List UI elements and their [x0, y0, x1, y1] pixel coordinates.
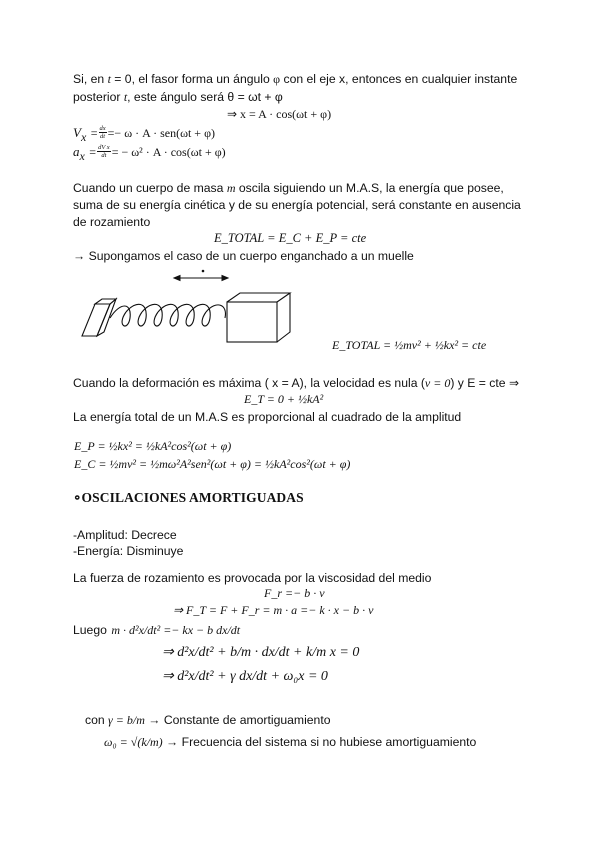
proportional-text: La energía total de un M.A.S es proporcional al cuadrado de la amplitud — [73, 410, 462, 424]
math-sub: x — [80, 130, 87, 145]
math-t: t — [107, 72, 111, 86]
math-t: t — [123, 90, 128, 104]
math-a: a — [73, 144, 80, 159]
frac-num: dV x — [98, 144, 110, 152]
equation-ep: E_P = ½kx² = ½kA²cos²(ωt + φ) — [74, 439, 232, 453]
phasor-line-2 — [73, 89, 283, 105]
equation-diff-1: ⇒ d²x/dt² + b/m · dx/dt + k/m x = 0 — [162, 645, 360, 660]
text: posterior — [73, 90, 124, 104]
spring-figure — [70, 266, 300, 357]
math-gamma: γ = b/m — [108, 713, 145, 727]
text: , el fasor forma un ángulo — [131, 72, 274, 86]
math-V: V — [73, 125, 81, 140]
math-luego: m · d²x/dt² =− kx − b dx/dt — [111, 623, 241, 637]
text: con — [85, 713, 109, 727]
equation-x: ⇒ x = A · cos(ωt + φ) — [227, 107, 332, 121]
math-sub: x — [79, 149, 85, 164]
math-rhs: =− ω · A · sen(ωt + φ) — [107, 126, 215, 140]
mass-block — [227, 293, 290, 342]
text: oscila siguiendo un M.A.S, la energía que posee, — [235, 181, 504, 195]
frac-den: dt — [101, 152, 107, 160]
energy-line-2: suma de su energía cinética y de su energía potencial, será constante en ausencia — [73, 198, 521, 212]
math-omega: ω₀ = √(k/m) — [104, 735, 163, 749]
math-etotal: E_TOTAL = E_C + E_P = cte — [214, 231, 367, 245]
text: Cuando un cuerpo de masa — [73, 181, 227, 195]
figure-energy-formula: E_TOTAL = ½mv² + ½kx² = cte — [332, 338, 487, 352]
math-rhs: = − ω² · A · cos(ωt + φ) — [111, 145, 226, 159]
equation-ft: ⇒ F_T = F + F_r = m · a =− k · x − b · v — [173, 603, 374, 617]
math-m: m — [226, 181, 236, 195]
omega-line — [104, 734, 476, 750]
displacement-arrow — [174, 270, 228, 280]
spring-coils — [110, 304, 225, 326]
fraction — [97, 144, 111, 159]
text: Luego — [73, 623, 107, 637]
frac-num: dx — [99, 125, 106, 133]
gamma-line — [85, 712, 331, 728]
equation-etotal — [214, 229, 366, 247]
luego-line — [73, 621, 240, 639]
max-deformation — [73, 375, 519, 391]
spring-intro: → Supongamos el caso de un cuerpo enganchado a un muelle — [73, 249, 414, 263]
text: → Constante de amortiguamiento — [148, 713, 331, 727]
math-v: v = 0 — [424, 376, 451, 390]
amplitude-item: -Amplitud: Decrece — [73, 528, 177, 542]
energy-line-1 — [73, 180, 504, 196]
equation-et: E_T = 0 + ½kA² — [244, 392, 324, 406]
text: Si, en — [73, 72, 108, 86]
equation-ax: $a_x$ = $\frac{\text{dV x}}{dt}$ = − ω² · A · cos(ωt + φ) — [73, 144, 226, 164]
energy-line-3: de rozamiento — [73, 215, 151, 229]
math-phi: φ — [273, 72, 281, 86]
text: con el eje x, entonces en cualquier instante — [280, 72, 518, 86]
friction-text: La fuerza de rozamiento es provocada por la viscosidad del medio — [73, 571, 432, 585]
equation-ec: E_C = ½mv² = ½mω²A²sen²(ωt + φ) = ½kA²cos²(ωt + φ) — [74, 457, 351, 471]
phasor-line-1 — [73, 71, 517, 87]
text: , este ángulo será θ = ωt + φ — [127, 90, 283, 104]
text: → Frecuencia del sistema si no hubiese amortiguamiento — [166, 735, 477, 749]
text: Cuando la deformación es máxima ( x = A), la velocidad es nula ( — [73, 376, 425, 390]
energy-item: -Energía: Disminuye — [73, 544, 184, 558]
section-heading: ∘OSCILACIONES AMORTIGUADAS — [73, 490, 304, 505]
fraction — [99, 125, 107, 140]
text: ) y E = cte ⇒ — [450, 376, 520, 390]
equation-fr: F_r =− b · v — [264, 586, 325, 600]
text: = 0 — [110, 72, 132, 86]
spring-diagram — [70, 266, 300, 352]
equation-vx: $V_x$ = $\frac{dx}{dt}$ =− ω · A · sen(ωt + φ) — [73, 125, 215, 145]
equation-diff-2: ⇒ d²x/dt² + γ dx/dt + ω₀x = 0 — [162, 669, 328, 684]
frac-den: dt — [100, 133, 106, 141]
